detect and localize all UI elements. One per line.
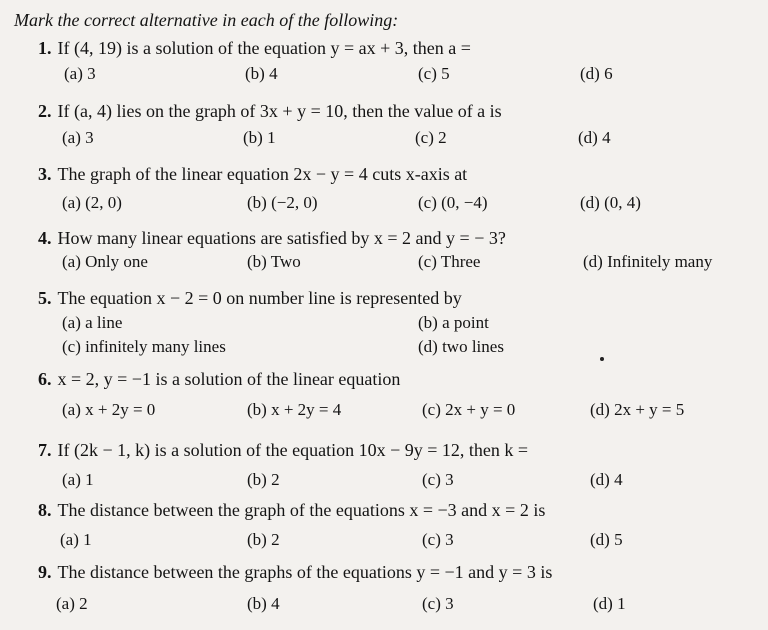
question-4-options bbox=[0, 252, 768, 276]
option-b[interactable]: (b) 1 bbox=[243, 128, 276, 147]
question-text: x = 2, y = −1 is a solution of the linear equation bbox=[57, 369, 401, 389]
option-d[interactable]: (d) 4 bbox=[578, 128, 611, 147]
option-a[interactable]: (a) 3 bbox=[64, 64, 96, 83]
question-9-stem bbox=[38, 562, 552, 583]
option-c[interactable]: (c) 3 bbox=[422, 594, 454, 613]
question-text: The equation x − 2 = 0 on number line is represented by bbox=[57, 288, 462, 308]
question-text: How many linear equations are satisfied by x = 2 and y = − 3? bbox=[57, 228, 506, 248]
question-5-options-row1 bbox=[0, 313, 768, 337]
question-number: 3. bbox=[38, 164, 52, 184]
question-number: 9. bbox=[38, 562, 52, 582]
question-number: 4. bbox=[38, 228, 52, 248]
question-number: 2. bbox=[38, 101, 52, 121]
question-text: If (4, 19) is a solution of the equation y = ax + 3, then a = bbox=[57, 38, 471, 58]
question-text: If (2k − 1, k) is a solution of the equation 10x − 9y = 12, then k = bbox=[57, 440, 529, 460]
option-b[interactable]: (b) 4 bbox=[247, 594, 280, 613]
question-text: The distance between the graphs of the equations y = −1 and y = 3 is bbox=[57, 562, 553, 582]
option-d[interactable]: (d) 4 bbox=[590, 470, 623, 489]
stray-dot bbox=[600, 357, 604, 361]
question-number: 8. bbox=[38, 500, 52, 520]
option-a[interactable]: (a) 1 bbox=[62, 470, 94, 489]
option-a[interactable]: (a) x + 2y = 0 bbox=[62, 400, 156, 419]
option-d[interactable]: (d) 6 bbox=[580, 64, 613, 83]
option-a[interactable]: (a) (2, 0) bbox=[62, 193, 122, 212]
option-c[interactable]: (c) infinitely many lines bbox=[62, 337, 226, 356]
question-text: If (a, 4) lies on the graph of 3x + y = 10, then the value of a is bbox=[57, 101, 502, 121]
question-4-stem bbox=[38, 228, 506, 249]
question-6-options bbox=[0, 400, 768, 424]
question-3-stem bbox=[38, 164, 467, 185]
option-c[interactable]: (c) (0, −4) bbox=[418, 193, 488, 212]
question-number: 1. bbox=[38, 38, 52, 58]
question-8-stem bbox=[38, 500, 545, 521]
instructions-heading: Mark the correct alternative in each of the following: bbox=[14, 10, 399, 30]
question-1-options bbox=[0, 64, 768, 88]
option-c[interactable]: (c) Three bbox=[418, 252, 481, 271]
option-c[interactable]: (c) 2x + y = 0 bbox=[422, 400, 516, 419]
question-8-options bbox=[0, 530, 768, 554]
option-c[interactable]: (c) 3 bbox=[422, 470, 454, 489]
question-1-stem bbox=[38, 38, 471, 59]
option-c[interactable]: (c) 5 bbox=[418, 64, 450, 83]
question-7-stem bbox=[38, 440, 528, 461]
question-9-options bbox=[0, 594, 768, 618]
question-number: 6. bbox=[38, 369, 52, 389]
option-d[interactable]: (d) 1 bbox=[593, 594, 626, 613]
question-2-stem bbox=[38, 101, 502, 122]
question-number: 5. bbox=[38, 288, 52, 308]
option-a[interactable]: (a) a line bbox=[62, 313, 123, 332]
option-a[interactable]: (a) Only one bbox=[62, 252, 148, 271]
option-a[interactable]: (a) 3 bbox=[62, 128, 94, 147]
option-c[interactable]: (c) 3 bbox=[422, 530, 454, 549]
question-3-options bbox=[0, 193, 768, 217]
option-a[interactable]: (a) 1 bbox=[60, 530, 92, 549]
option-b[interactable]: (b) a point bbox=[418, 313, 489, 332]
option-d[interactable]: (d) two lines bbox=[418, 337, 504, 356]
option-c[interactable]: (c) 2 bbox=[415, 128, 447, 147]
option-d[interactable]: (d) 5 bbox=[590, 530, 623, 549]
question-2-options bbox=[0, 128, 768, 152]
option-b[interactable]: (b) (−2, 0) bbox=[247, 193, 318, 212]
question-5-options-row2 bbox=[0, 337, 768, 361]
question-6-stem bbox=[38, 369, 400, 390]
option-b[interactable]: (b) 2 bbox=[247, 530, 280, 549]
option-b[interactable]: (b) 2 bbox=[247, 470, 280, 489]
question-7-options bbox=[0, 470, 768, 494]
question-5-stem bbox=[38, 288, 462, 309]
option-d[interactable]: (d) (0, 4) bbox=[580, 193, 641, 212]
question-text: The graph of the linear equation 2x − y = 4 cuts x-axis at bbox=[57, 164, 468, 184]
option-b[interactable]: (b) 4 bbox=[245, 64, 278, 83]
option-d[interactable]: (d) 2x + y = 5 bbox=[590, 400, 685, 419]
option-a[interactable]: (a) 2 bbox=[56, 594, 88, 613]
option-b[interactable]: (b) Two bbox=[247, 252, 301, 271]
option-d[interactable]: (d) Infinitely many bbox=[583, 252, 713, 271]
question-number: 7. bbox=[38, 440, 52, 460]
option-b[interactable]: (b) x + 2y = 4 bbox=[247, 400, 342, 419]
question-text: The distance between the graph of the equations x = −3 and x = 2 is bbox=[57, 500, 546, 520]
